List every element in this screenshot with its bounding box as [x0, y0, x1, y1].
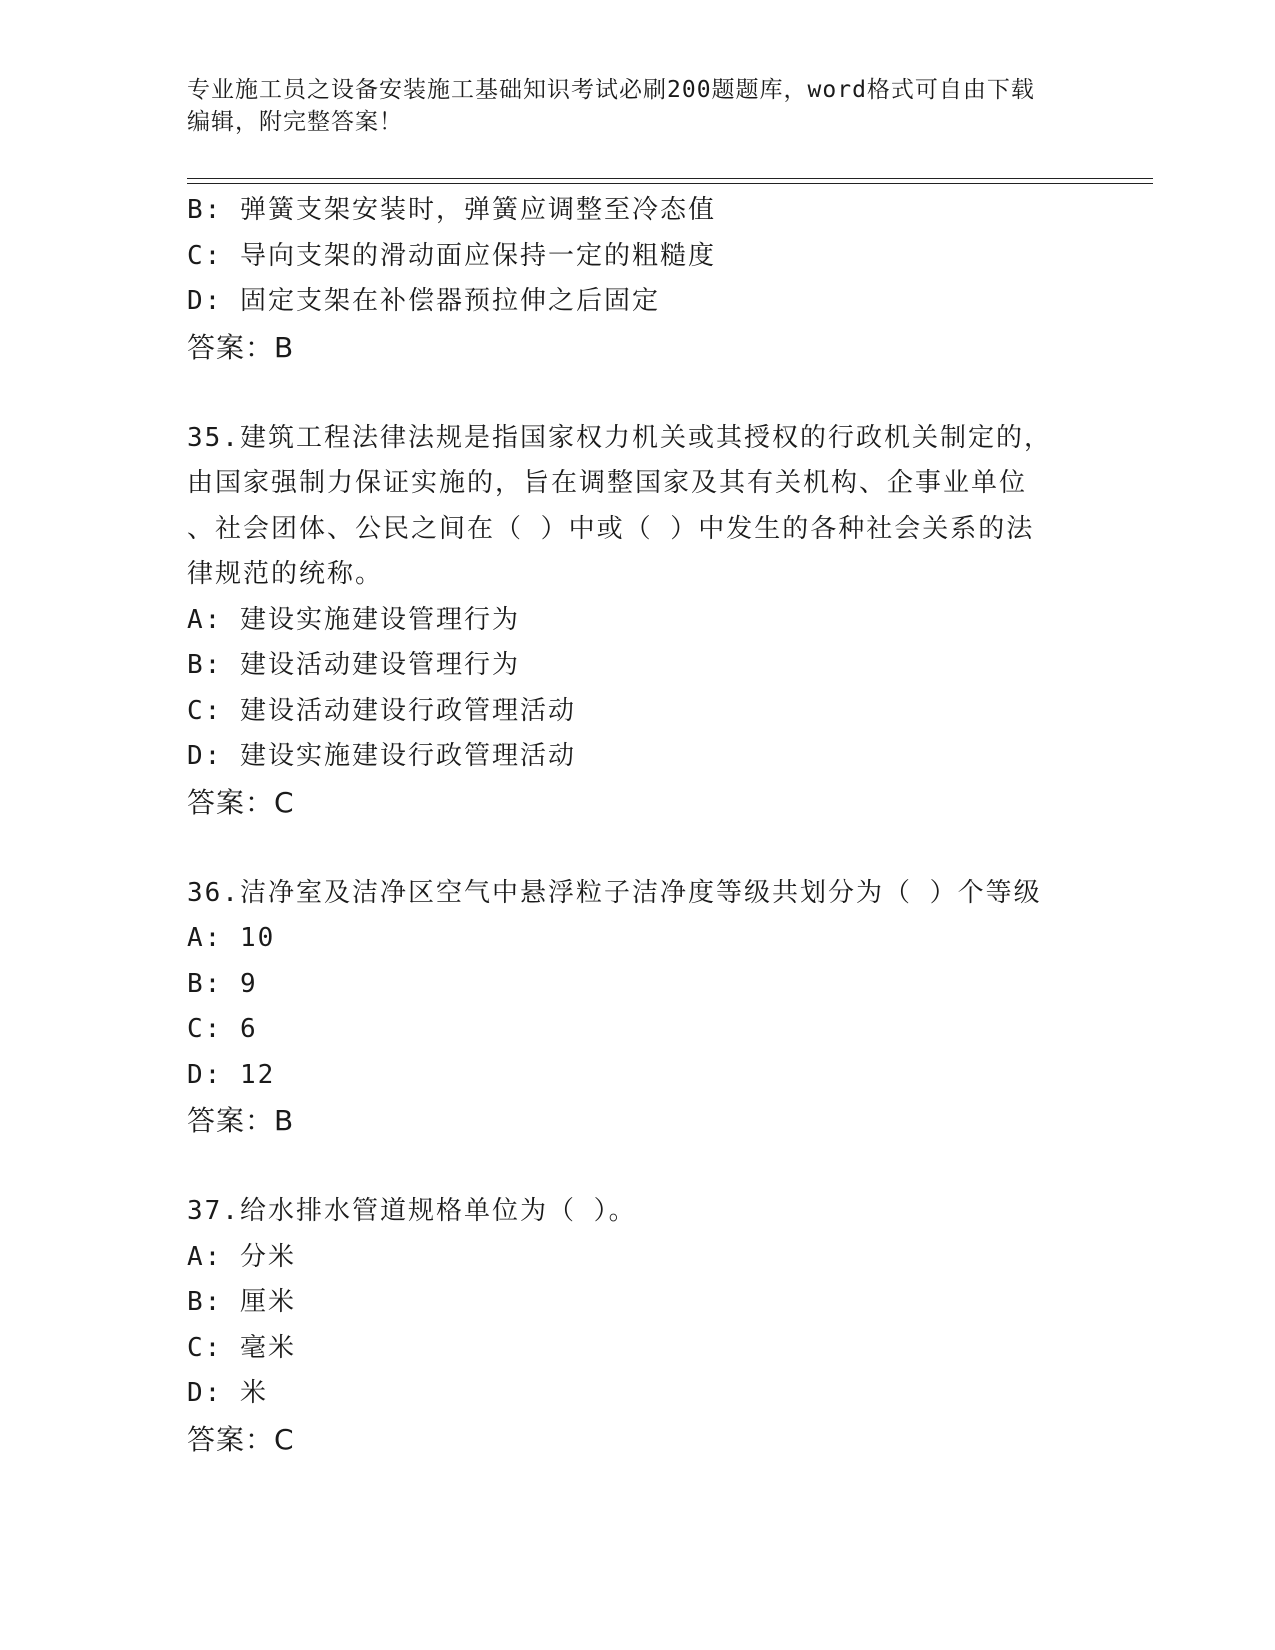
option-a: A: 分米	[187, 1241, 296, 1272]
question-stem-line: 35.建筑工程法律法规是指国家权力机关或其授权的行政机关制定的，	[187, 422, 1052, 453]
question-36-block	[187, 871, 1147, 1144]
question-content	[187, 188, 1147, 1462]
option-a: A: 建设实施建设管理行为	[187, 604, 520, 635]
option-d: D: 建设实施建设行政管理活动	[187, 741, 576, 771]
question-stem: 37.给水排水管道规格单位为（ ）。	[187, 1196, 637, 1226]
option-c: C: 导向支架的滑动面应保持一定的粗糙度	[187, 240, 716, 271]
spacer	[187, 825, 1147, 871]
option-b: B: 建设活动建设管理行为	[187, 650, 520, 680]
question-stem: 36.洁净室及洁净区空气中悬浮粒子洁净度等级共划分为（ ）个等级	[187, 877, 1042, 908]
question-stem-line: 律规范的统称。	[187, 559, 384, 589]
answer-label: 答案：C	[187, 785, 295, 819]
question-stem-line: 、社会团体、公民之间在（ ）中或（ ）中发生的各种社会关系的法	[187, 513, 1035, 544]
header-divider-bottom	[187, 183, 1153, 184]
option-d: D: 米	[187, 1378, 268, 1408]
header-title-line-2: 编辑，附完整答案！	[187, 109, 403, 135]
option-b: B: 厘米	[187, 1287, 296, 1317]
question-stem-line: 由国家强制力保证实施的，旨在调整国家及其有关机构、企事业单位	[187, 468, 1028, 498]
option-a: A: 10	[187, 923, 276, 953]
spacer	[187, 370, 1147, 416]
question-34-block	[187, 188, 1147, 370]
option-d: D: 12	[187, 1059, 276, 1090]
option-c: C: 毫米	[187, 1332, 296, 1363]
option-c: C: 6	[187, 1014, 258, 1044]
option-b: B: 9	[187, 968, 258, 999]
header-divider-top	[187, 178, 1153, 179]
question-35-block	[187, 416, 1147, 826]
option-b: B: 弹簧支架安装时，弹簧应调整至冷态值	[187, 195, 716, 225]
answer-label: 答案：B	[187, 1104, 295, 1137]
answer-label: 答案：C	[187, 1422, 295, 1456]
answer-label: 答案：B	[187, 330, 295, 364]
spacer	[187, 1144, 1147, 1190]
option-c: C: 建设活动建设行政管理活动	[187, 695, 576, 726]
option-d: D: 固定支架在补偿器预拉伸之后固定	[187, 286, 660, 316]
question-37-block	[187, 1189, 1147, 1462]
document-header	[187, 74, 1087, 138]
header-title-line-1: 专业施工员之设备安装施工基础知识考试必刷200题题库，word格式可自由下载	[187, 77, 1035, 103]
